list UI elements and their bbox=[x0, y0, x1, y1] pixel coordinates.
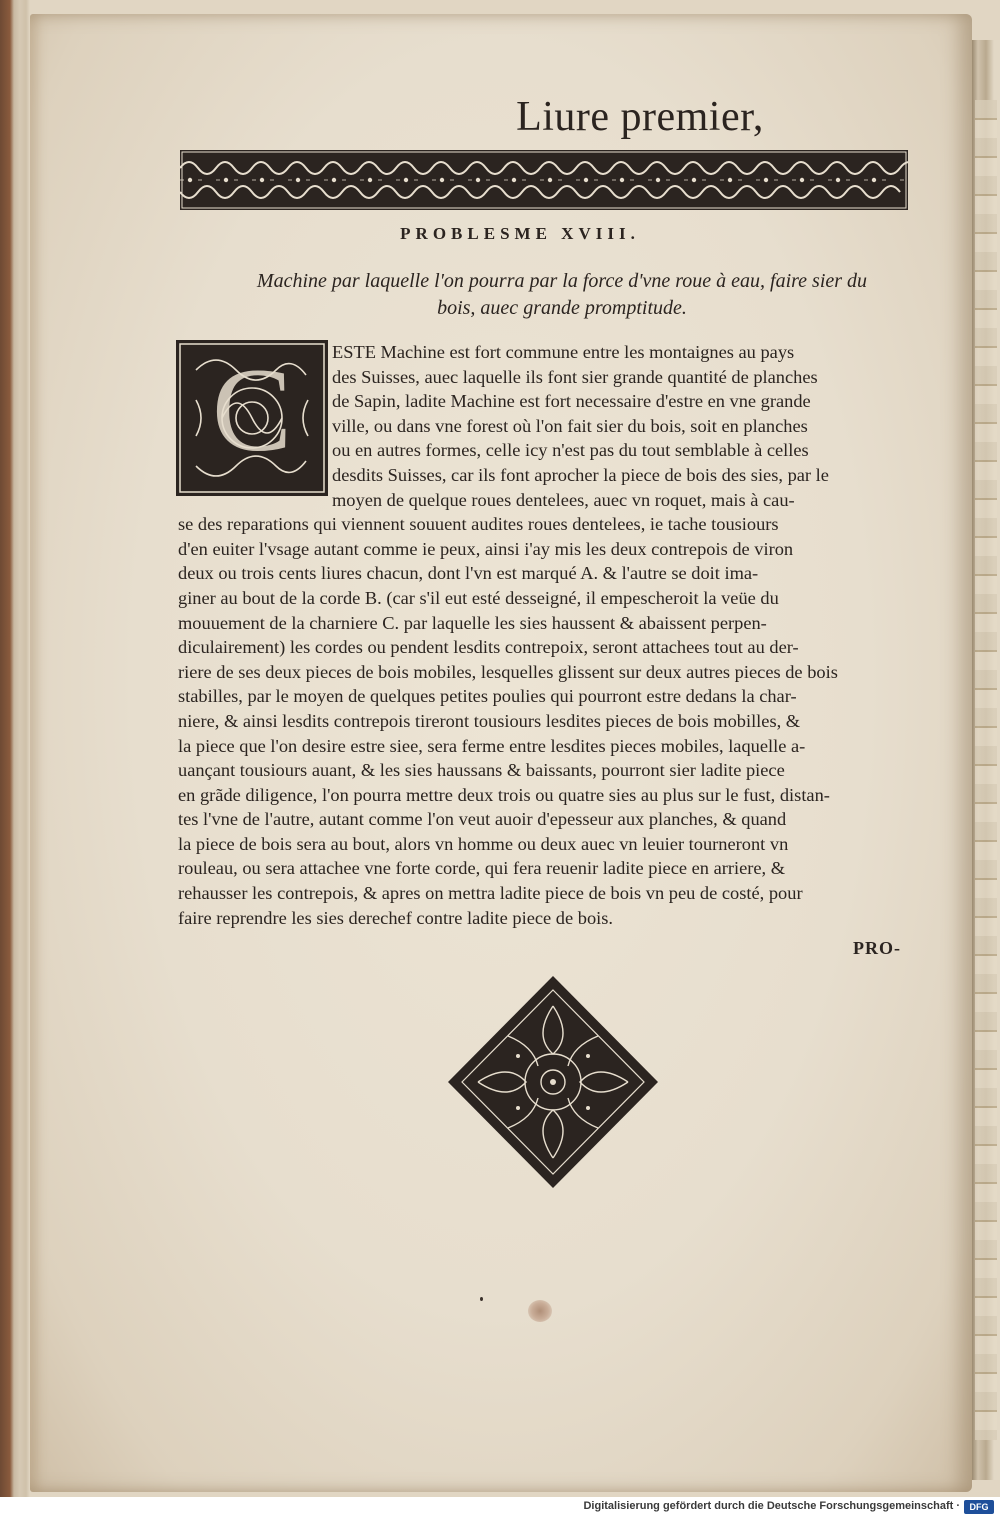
text-line: de Sapin, ladite Machine est fort necessaire d'estre en vne grande bbox=[332, 391, 811, 412]
text-line: mouuement de la charniere C. par laquelle les sies haussent & abaissent perpen- bbox=[178, 612, 767, 633]
text-line: riere de ses deux pieces de bois mobiles, lesquelles glissent sur deux autres pieces de bois bbox=[178, 661, 838, 682]
text-line: uançant tousiours auant, & les sies haussans & baissants, pourront sier ladite piece bbox=[178, 760, 785, 781]
text-line: diculairement) les cordes ou pendent lesdits contrepoix, seront attachees tout au der- bbox=[178, 637, 799, 658]
text-line: ville, ou dans vne forest où l'on fait sier du bois, soit en planches bbox=[332, 415, 808, 436]
subtitle-line: Machine par laquelle l'on pourra par la force d'vne roue à eau, faire sier du bbox=[256, 270, 868, 292]
dropcap-letter: C bbox=[211, 343, 293, 476]
text-line: stabilles, par le moyen de quelques petites poulies qui pourront estre dedans la char- bbox=[178, 686, 797, 707]
text-line: rehausser les contrepois, & apres on mettra ladite piece de bois vn peu de costé, pour bbox=[178, 883, 803, 904]
footer-bar bbox=[0, 1497, 1000, 1517]
text-line: la piece que l'on desire estre siee, sera ferme entre lesdites pieces mobiles, laquelle a- bbox=[178, 735, 806, 756]
text-line: des Suisses, auec laquelle ils font sier grande quantité de planches bbox=[332, 366, 818, 387]
body-text bbox=[178, 340, 920, 930]
text-line: tes l'vne de l'autre, autant comme l'on veut auoir d'epesseur aux planches, & quand bbox=[178, 809, 787, 830]
text-line: d'en euiter l'vsage autant comme ie peux, ainsi i'ay mis les deux contrepois de viron bbox=[178, 538, 794, 559]
subtitle-line: bois, auec grande promptitude. bbox=[437, 297, 687, 319]
text-line: rouleau, ou sera attachee vne forte corde, qui fera reuenir ladite piece en arriere, & bbox=[178, 858, 786, 879]
dfg-logo-icon: DFG bbox=[964, 1500, 994, 1514]
text-line: faire reprendre les sies derechef contre ladite piece de bois. bbox=[178, 907, 614, 928]
text-line: la piece de bois sera au bout, alors vn homme ou deux auec vn leuier tourneront vn bbox=[178, 833, 789, 854]
text-line: se des reparations qui viennent souuent audites roues dentelees, ie tache tousiours bbox=[178, 514, 779, 535]
text-line: desdits Suisses, car ils font aprocher la piece de bois des sies, par le bbox=[332, 464, 829, 485]
running-head: Liure premier, bbox=[516, 94, 764, 140]
diamond-tailpiece-ornament-icon bbox=[448, 976, 658, 1188]
text-line: moyen de quelque roues dentelees, auec vn roquet, mais à cau- bbox=[332, 489, 795, 510]
problem-title: PROBLESME XVIII. bbox=[400, 224, 640, 243]
text-line: ou en autres formes, celle icy n'est pas du tout semblable à celles bbox=[332, 440, 809, 461]
ornamental-headpiece-band-icon bbox=[180, 150, 908, 210]
text-line: giner au bout de la corde B. (car s'il eut esté desseigné, il empescheroit la veüe du bbox=[178, 587, 779, 608]
ink-speck bbox=[480, 1297, 483, 1301]
catchword: PRO- bbox=[853, 938, 901, 958]
text-line: ESTE Machine est fort commune entre les montaignes au pays bbox=[332, 342, 795, 362]
problem-subtitle bbox=[222, 268, 902, 322]
text-line: deux ou trois cents liures chacun, dont l'vn est marqué A. & l'autre se doit ima- bbox=[178, 563, 759, 584]
footer-credit: Digitalisierung gefördert durch die Deutsche Forschungsgemeinschaft · bbox=[583, 1500, 960, 1512]
foxing-stain bbox=[528, 1300, 552, 1322]
text-line: en grãde diligence, l'on pourra mettre deux trois ou quatre sies au plus sur le fust, distan- bbox=[178, 784, 830, 805]
text-line: niere, & ainsi lesdits contrepois tireront tousiours lesdites pieces de bois mobilles, & bbox=[178, 710, 801, 731]
facing-page-edge bbox=[972, 40, 1000, 1480]
